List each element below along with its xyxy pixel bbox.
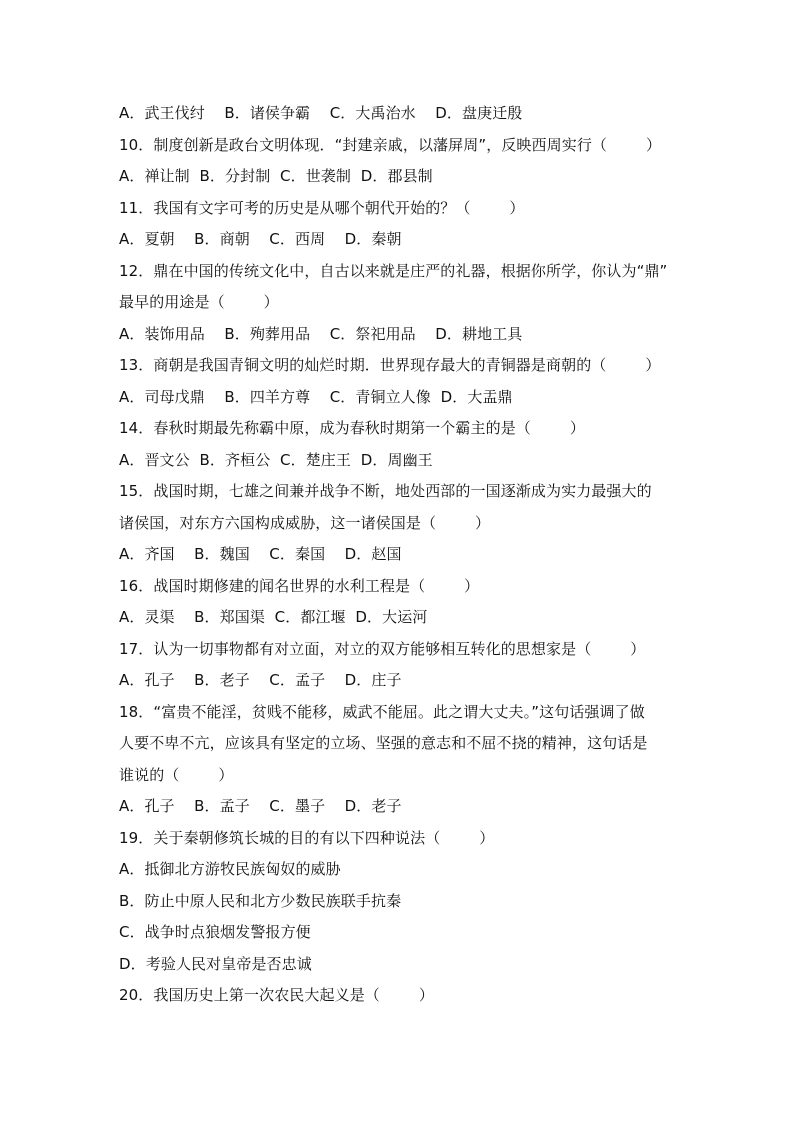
option-line-q16: A．灵渠 B．郑国渠 C．都江堰 D．大运河 [119,608,428,626]
option-line-q14: A．晋文公 B．齐桓公 C．楚庄王 D．周幽王 [119,450,433,469]
option-line-q19-c: C．战争时点狼烟发警报方便 [119,923,311,941]
question-12: 12．鼎在中国的传统文化中，自古以来就是庄严的礼器，根据你所学，你认为“鼎” [119,261,668,280]
question-11: 11．我国有文字可考的历史是从哪个朝代开始的？（ ） [119,198,525,217]
question-14: 14．春秋时期最先称霸中原，成为春秋时期第一个霸主的是（ ） [119,419,585,437]
option-line-q9: A．武王伐纣 B．诸侯争霸 C．大禹治水 D．盘庚迁殷 [119,104,523,122]
option-line-q15: A．齐国 B．魏国 C．秦国 D．赵国 [119,545,402,563]
question-text [119,98,679,1012]
option-line-q10: A．禅让制 B．分封制 C．世袭制 D．郡县制 [119,167,433,185]
question-17: 17．认为一切事物都有对立面，对立的双方能够相互转化的思想家是（ ） [119,639,646,658]
question-20: 20．我国历史上第一次农民大起义是（ ） [119,986,434,1004]
option-line-q17: A．孔子 B．老子 C．孟子 D．庄子 [119,671,402,689]
option-line-q18: A．孔子 B．孟子 C．墨子 D．老子 [119,797,402,815]
question-15-continued: 诸侯国，对东方六国构成威胁，这一诸侯国是（ ） [119,513,491,532]
option-line-q11: A．夏朝 B．商朝 C．西周 D．秦朝 [119,230,402,248]
question-18: 18．“富贵不能淫，贫贱不能移，威武不能屈。此之谓大丈夫。”这句话强调了做 [119,702,645,721]
question-15: 15．战国时期，七雄之间兼并战争不断，地处西部的一国逐渐成为实力最强大的 [119,482,652,500]
question-16: 16．战国时期修建的闻名世界的水利工程是（ ） [119,576,480,595]
option-line-q19-d: D．考验人民对皇帝是否忠诚 [119,954,312,973]
question-12-continued: 最早的用途是（ ） [119,293,279,311]
question-18-end: 谁说的（ ） [119,765,234,784]
question-10: 10．制度创新是政台文明体现．“封建亲戚，以藩屏周”，反映西周实行（ ） [119,135,662,154]
question-13: 13．商朝是我国青铜文明的灿烂时期．世界现存最大的青铜器是商朝的（ ） [119,356,661,374]
option-line-q19-b: B．防止中原人民和北方少数民族联手抗秦 [119,891,402,910]
question-19: 19．关于秦朝修筑长城的目的有以下四种说法（ ） [119,828,495,847]
option-line-q19-a: A．抵御北方游牧民族匈奴的威胁 [119,860,341,878]
option-line-q12: A．装饰用品 B．殉葬用品 C．祭祀用品 D．耕地工具 [119,324,523,343]
option-line-q13: A．司母戊鼎 B．四羊方尊 C．青铜立人像 D．大盂鼎 [119,387,513,406]
question-18-continued: 人要不卑不亢，应该具有坚定的立场、坚强的意志和不屈不挠的精神，这句话是 [119,734,648,752]
